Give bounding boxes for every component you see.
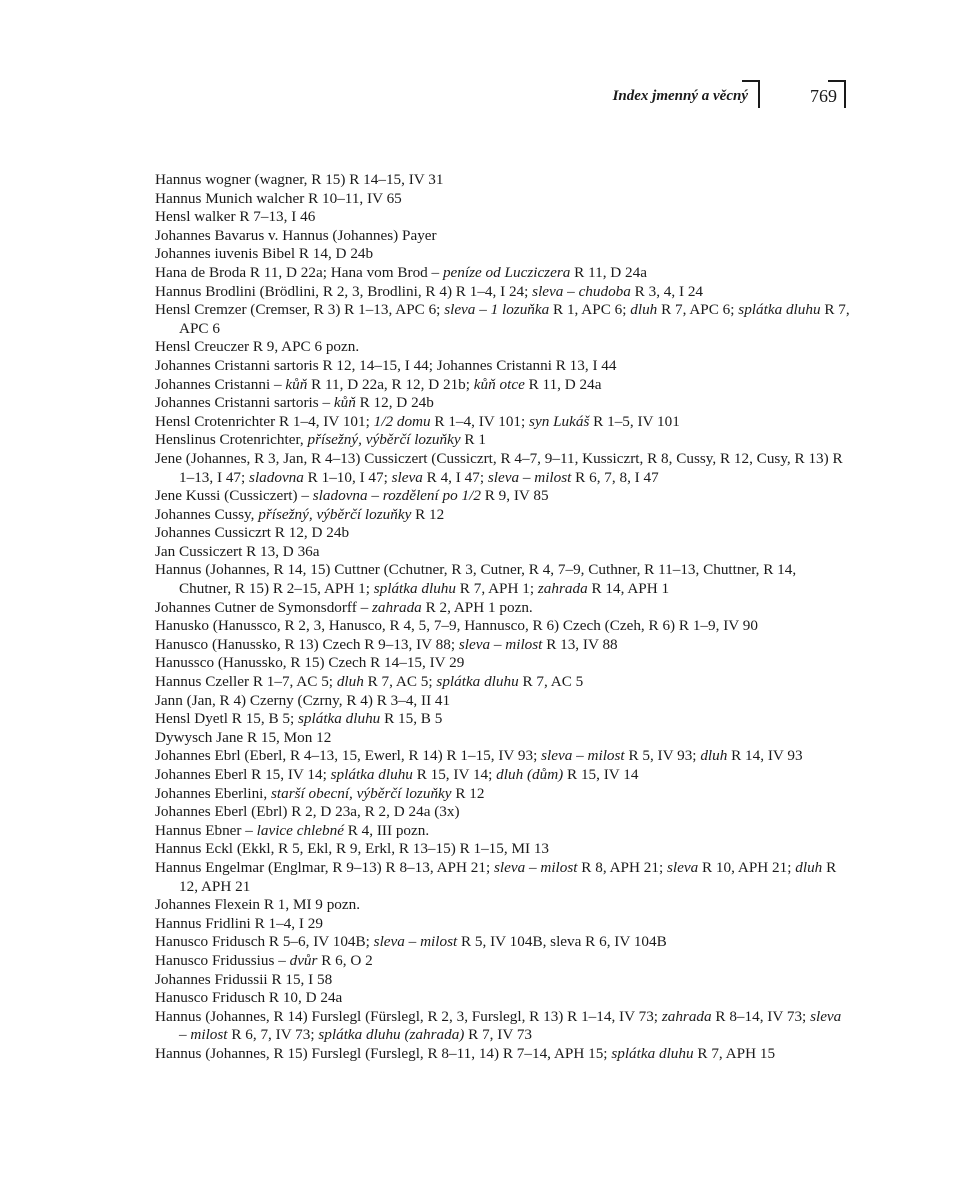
entry-italic-text: kůň bbox=[333, 394, 356, 412]
entry-text: Hannus Ebner – bbox=[155, 821, 257, 839]
entry-text: Hensl Crotenrichter R 1–4, IV 101; bbox=[155, 412, 374, 430]
entry-text: Hanussco (Hanussko, R 15) Czech R 14–15, IV 29 bbox=[155, 654, 465, 672]
entry-text: R 5, IV 93; bbox=[624, 747, 701, 765]
index-entry bbox=[155, 450, 850, 487]
entry-text: R 12 bbox=[451, 784, 485, 802]
entry-text: Hannus wogner (wagner, R 15) R 14–15, IV 31 bbox=[155, 171, 444, 188]
entry-text: Johannes Cristanni sartoris – bbox=[155, 394, 334, 412]
entry-text: R 3, 4, I 24 bbox=[630, 282, 704, 300]
entry-italic-text: splátka dluhu (zahrada) bbox=[318, 1026, 465, 1044]
entry-text: Hannus Brodlini (Brödlini, R 2, 3, Brodlini, R 4) R 1–4, I 24; bbox=[155, 282, 533, 300]
index-entry bbox=[155, 766, 850, 785]
entry-text: Hensl Creuczer R 9, APC 6 pozn. bbox=[155, 338, 360, 356]
entry-text: R 11, D 22a, R 12, D 21b; bbox=[307, 375, 474, 393]
entry-text: R 4, I 47; bbox=[422, 468, 488, 486]
entry-text: Jene Kussi (Cussiczert) – bbox=[155, 487, 313, 505]
entry-italic-text: dluh bbox=[630, 301, 658, 319]
entry-text: Hanusco Fridusch R 10, D 24a bbox=[155, 989, 343, 1007]
entry-text: Jann (Jan, R 4) Czerny (Czrny, R 4) R 3–4, II 41 bbox=[155, 691, 451, 709]
index-entry bbox=[155, 264, 850, 283]
entry-text: Hannus Engelmar (Englmar, R 9–13) R 8–13, APH 21; bbox=[155, 858, 494, 876]
entry-italic-text: peníze od Lucziczera bbox=[442, 263, 571, 281]
entry-text: Johannes Eberl (Ebrl) R 2, D 23a, R 2, D 24a (3x) bbox=[155, 803, 460, 821]
entry-italic-text: sladovna bbox=[249, 468, 304, 486]
entry-text: R 13, IV 88 bbox=[542, 635, 618, 653]
index-entry bbox=[155, 487, 850, 506]
corner-mark bbox=[828, 80, 846, 108]
entry-text: R 7, IV 73 bbox=[464, 1026, 533, 1044]
entry-text: R 12, APH 21 bbox=[179, 858, 837, 895]
entry-italic-text: lavice chlebné bbox=[256, 821, 344, 839]
entry-text: Johannes Ebrl (Eberl, R 4–13, 15, Ewerl, R 14) R 1–15, IV 93; bbox=[155, 747, 542, 765]
entry-text: R 6, 7, 8, I 47 bbox=[571, 468, 659, 486]
index-entry bbox=[155, 952, 850, 971]
entry-text: R 7, APH 1; bbox=[456, 580, 538, 598]
entry-italic-text: přísežný, výběrčí lozuňky bbox=[307, 431, 461, 449]
page-header bbox=[0, 80, 960, 114]
entry-text: R 15, B 5 bbox=[380, 710, 443, 728]
entry-italic-text: splátka dluhu bbox=[436, 673, 519, 691]
entry-text: R 11, D 24a bbox=[570, 263, 647, 281]
entry-text: Hannus (Johannes, R 15) Furslegl (Furslegl, R 8–11, 14) R 7–14, APH 15; bbox=[155, 1044, 612, 1062]
entry-italic-text: zahrada bbox=[371, 598, 422, 616]
entry-text: R 15, IV 14; bbox=[412, 766, 497, 783]
entry-text: Hanusco Fridusch R 5–6, IV 104B; bbox=[155, 933, 374, 951]
entry-text: R 1 bbox=[460, 431, 486, 449]
entry-text: Johannes Cutner de Symonsdorff – bbox=[155, 598, 372, 616]
index-entry bbox=[155, 729, 850, 748]
entry-italic-text: dluh bbox=[336, 673, 364, 691]
index-list bbox=[155, 171, 850, 1064]
entry-text: R 2, APH 1 pozn. bbox=[421, 598, 533, 616]
entry-text: Johannes Eberl R 15, IV 14; bbox=[155, 766, 331, 783]
entry-text: R 1–10, I 47; bbox=[303, 468, 392, 486]
entry-italic-text: splátka dluhu bbox=[298, 710, 381, 728]
entry-text: R 11, D 24a bbox=[524, 375, 602, 393]
entry-text: R 8–14, IV 73; bbox=[711, 1007, 811, 1025]
entry-italic-text: sleva – 1 lozuňka bbox=[444, 301, 550, 319]
page-number: 769 bbox=[810, 86, 837, 106]
entry-italic-text: sleva bbox=[391, 468, 423, 486]
entry-text: Hensl Dyetl R 15, B 5; bbox=[155, 710, 299, 728]
index-entry bbox=[155, 989, 850, 1008]
entry-text: Hanusko (Hanussco, R 2, 3, Hanusco, R 4, 5, 7–9, Hannusco, R 6) Czech (Czeh, R 6) R 1–9, IV 90 bbox=[155, 617, 758, 635]
entry-text: R 9, IV 85 bbox=[480, 487, 549, 505]
index-entry bbox=[155, 543, 850, 562]
entry-text: R 12, D 24b bbox=[355, 394, 434, 412]
index-entry bbox=[155, 971, 850, 990]
index-entry bbox=[155, 710, 850, 729]
index-entry bbox=[155, 692, 850, 711]
entry-text: R 15, IV 14 bbox=[563, 766, 639, 783]
entry-italic-text: sleva bbox=[666, 858, 699, 876]
index-entry bbox=[155, 524, 850, 543]
entry-text: Jene (Johannes, R 3, Jan, R 4–13) Cussiczert (Cussiczrt, R 4–7, 9–11, Kussiczrt, R 8, Cussy, R 12, Cusy, R 13) R 1–13, I 47; bbox=[155, 449, 843, 486]
entry-italic-text: sleva – milost bbox=[487, 468, 572, 486]
entry-text: Hanusco (Hanussko, R 13) Czech R 9–13, IV 88; bbox=[155, 635, 459, 653]
entry-text: R 8, APH 21; bbox=[577, 858, 667, 876]
entry-italic-text: zahrada bbox=[661, 1007, 712, 1025]
index-entry bbox=[155, 506, 850, 525]
entry-text: Johannes Cristanni sartoris R 12, 14–15, I 44; Johannes Cristanni R 13, I 44 bbox=[155, 356, 617, 374]
entry-italic-text: sleva – milost bbox=[458, 635, 543, 653]
index-entry bbox=[155, 617, 850, 636]
index-entry bbox=[155, 1008, 850, 1045]
entry-text: Hensl walker R 7–13, I 46 bbox=[155, 208, 316, 226]
index-entry bbox=[155, 599, 850, 618]
entry-text: Hannus Czeller R 1–7, AC 5; bbox=[155, 673, 337, 691]
entry-text: R 12 bbox=[411, 505, 445, 523]
entry-text: R 7, APC 6; bbox=[657, 301, 739, 319]
entry-text: Henslinus Crotenrichter, bbox=[155, 431, 308, 449]
index-entry bbox=[155, 859, 850, 896]
entry-text: R 7, APC 6 bbox=[179, 301, 850, 337]
index-entry bbox=[155, 394, 850, 413]
entry-text: Hannus Fridlini R 1–4, I 29 bbox=[155, 914, 323, 932]
index-entry bbox=[155, 301, 850, 338]
index-entry bbox=[155, 896, 850, 915]
entry-text: R 1–4, IV 101; bbox=[430, 412, 530, 430]
index-entry bbox=[155, 915, 850, 934]
entry-text: Hana de Broda R 11, D 22a; Hana vom Brod – bbox=[155, 263, 443, 281]
entry-italic-text: sladovna – rozdělení po 1/2 bbox=[312, 487, 481, 505]
entry-text: Johannes Cristanni – bbox=[155, 375, 286, 393]
entry-italic-text: sleva – milost bbox=[179, 1007, 842, 1044]
index-entry bbox=[155, 376, 850, 395]
entry-text: Johannes Cussiczrt R 12, D 24b bbox=[155, 524, 350, 542]
entry-text: Johannes iuvenis Bibel R 14, D 24b bbox=[155, 245, 374, 263]
entry-text: Johannes Fridussii R 15, I 58 bbox=[155, 970, 333, 988]
entry-text: R 10, APH 21; bbox=[698, 858, 796, 876]
index-entry bbox=[155, 1045, 850, 1064]
index-entry bbox=[155, 190, 850, 209]
entry-text: Hannus (Johannes, R 14) Furslegl (Fürslegl, R 2, 3, Furslegl, R 13) R 1–14, IV 73; bbox=[155, 1007, 662, 1025]
entry-italic-text: starší obecní, výběrčí lozuňky bbox=[271, 784, 452, 802]
entry-text: R 1, APC 6; bbox=[549, 301, 631, 319]
entry-text: Dywysch Jane R 15, Mon 12 bbox=[155, 728, 332, 746]
entry-text: Johannes Cussy, bbox=[155, 505, 259, 523]
entry-italic-text: 1/2 domu bbox=[373, 412, 431, 430]
index-entry bbox=[155, 654, 850, 673]
entry-italic-text: dluh bbox=[795, 858, 823, 876]
index-entry bbox=[155, 822, 850, 841]
entry-italic-text: splátka dluhu bbox=[611, 1044, 694, 1062]
entry-italic-text: syn Lukáš bbox=[529, 412, 590, 430]
index-entry bbox=[155, 561, 850, 598]
entry-text: Johannes Flexein R 1, MI 9 pozn. bbox=[155, 896, 361, 914]
entry-italic-text: zahrada bbox=[537, 580, 588, 598]
index-entry bbox=[155, 785, 850, 804]
index-entry bbox=[155, 338, 850, 357]
entry-text: R 6, O 2 bbox=[317, 951, 373, 969]
index-entry bbox=[155, 357, 850, 376]
index-entry bbox=[155, 636, 850, 655]
index-entry bbox=[155, 413, 850, 432]
entry-italic-text: sleva – milost bbox=[373, 933, 458, 951]
entry-italic-text: sleva – milost bbox=[493, 858, 578, 876]
entry-text: R 7, AC 5 bbox=[518, 673, 584, 691]
entry-italic-text: přísežný, výběrčí lozuňky bbox=[258, 505, 412, 523]
entry-italic-text: splátka dluhu bbox=[373, 580, 456, 598]
entry-italic-text: sleva – chudoba bbox=[532, 282, 631, 300]
index-entry bbox=[155, 208, 850, 227]
entry-italic-text: dluh bbox=[700, 747, 728, 765]
index-entry bbox=[155, 171, 850, 190]
entry-text: Hanusco Fridussius – bbox=[155, 951, 290, 969]
entry-italic-text: splátka dluhu bbox=[330, 766, 413, 783]
entry-text: R 7, APH 15 bbox=[693, 1044, 776, 1062]
index-entry bbox=[155, 803, 850, 822]
index-entry bbox=[155, 283, 850, 302]
entry-italic-text: kůň bbox=[285, 375, 308, 393]
index-entry bbox=[155, 673, 850, 692]
entry-text: Hannus Eckl (Ekkl, R 5, Ekl, R 9, Erkl, R 13–15) R 1–15, MI 13 bbox=[155, 840, 550, 858]
entry-text: Johannes Eberlini, bbox=[155, 784, 271, 802]
index-entry bbox=[155, 933, 850, 952]
entry-text: R 6, 7, IV 73; bbox=[227, 1026, 319, 1044]
entry-text: R 4, III pozn. bbox=[343, 821, 430, 839]
entry-italic-text: dvůr bbox=[289, 951, 318, 969]
entry-text: R 14, IV 93 bbox=[727, 747, 803, 765]
entry-text: R 5, IV 104B, sleva R 6, IV 104B bbox=[457, 933, 667, 951]
running-title: Index jmenný a věcný bbox=[612, 88, 748, 104]
entry-text: R 1–5, IV 101 bbox=[589, 412, 680, 430]
index-entry bbox=[155, 227, 850, 246]
entry-text: Hannus (Johannes, R 14, 15) Cuttner (Cchutner, R 3, Cutner, R 4, 7–9, Cuthner, R 11–13, Chuttner, R 14, Chutner, R 15) R 2–15, APH 1; bbox=[155, 561, 797, 598]
entry-italic-text: splátka dluhu bbox=[738, 301, 821, 319]
entry-text: R 7, AC 5; bbox=[363, 673, 437, 691]
entry-italic-text: sleva – milost bbox=[541, 747, 625, 765]
index-entry bbox=[155, 245, 850, 264]
entry-text: Hensl Cremzer (Cremser, R 3) R 1–13, APC 6; bbox=[155, 301, 445, 319]
index-entry bbox=[155, 431, 850, 450]
entry-text: Johannes Bavarus v. Hannus (Johannes) Payer bbox=[155, 226, 437, 244]
entry-italic-text: dluh (dům) bbox=[496, 766, 564, 783]
index-entry bbox=[155, 747, 850, 766]
corner-mark bbox=[742, 80, 760, 108]
index-entry bbox=[155, 840, 850, 859]
entry-text: Jan Cussiczert R 13, D 36a bbox=[155, 542, 320, 560]
entry-text: R 14, APH 1 bbox=[587, 580, 670, 598]
entry-italic-text: kůň otce bbox=[473, 375, 525, 393]
entry-text: Hannus Munich walcher R 10–11, IV 65 bbox=[155, 189, 402, 207]
